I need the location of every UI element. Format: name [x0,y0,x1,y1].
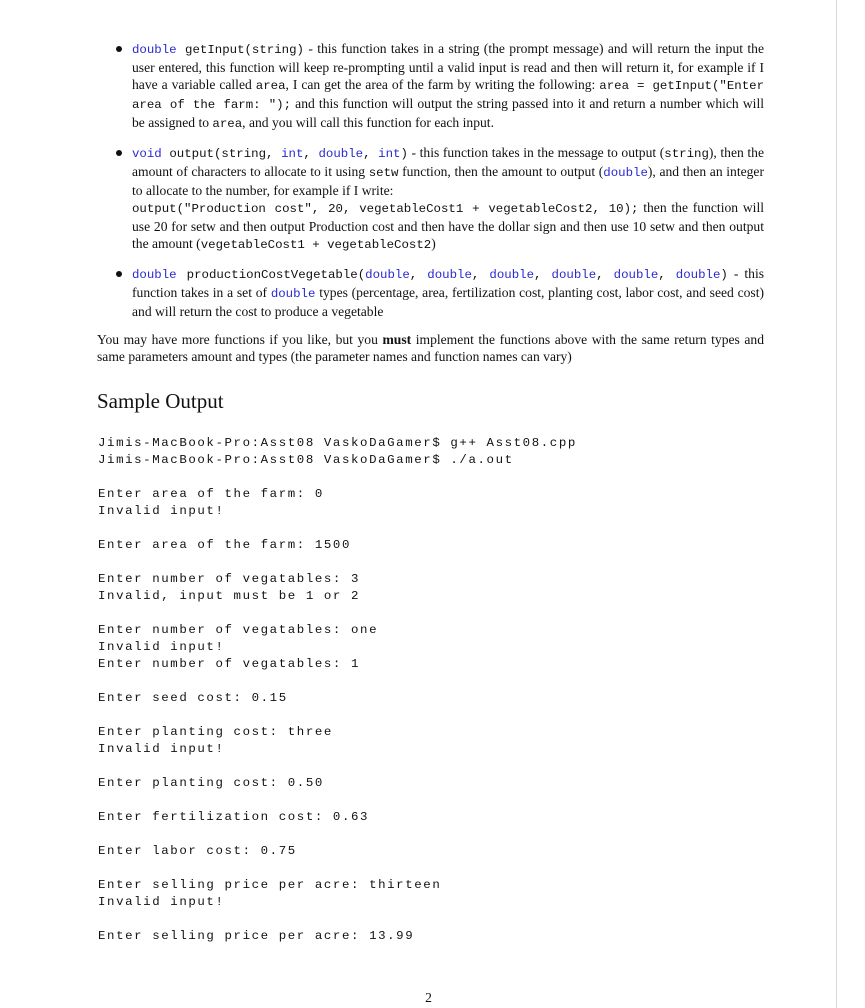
description-text: ), and then an integer to allocate to the number, for example if I write: [132,164,764,198]
paragraph-text: You may have more functions if you like, but you [97,332,383,347]
description-text: - this function takes in the message to output ( [407,145,665,160]
param-close: ) [720,268,728,282]
param-separator: , [658,268,676,282]
terminal-line: Enter selling price per acre: 13.99 [98,929,415,943]
terminal-line: Jimis-MacBook-Pro:Asst08 VaskoDaGamer$ ./a.out [98,453,514,467]
terminal-line: Invalid, input must be 1 or 2 [98,589,361,603]
param-separator: , [596,268,614,282]
page-edge-divider [836,0,837,1008]
terminal-line: Invalid input! [98,504,225,518]
terminal-line: Invalid input! [98,742,225,756]
terminal-line: Enter labor cost: 0.75 [98,844,297,858]
section-heading: Sample Output [97,389,224,413]
terminal-line: Enter number of vegatables: one [98,623,379,637]
description-text: types (percentage, area, fertilization cost, planting cost, labor cost, and seed cost) and will return the cost to produce a vegetable [132,285,765,319]
requirements-paragraph [97,331,764,365]
description-text: , I can get the area of the farm by writing the following: [285,77,600,92]
description-text: ), then the amount of characters to allocate to it using [132,145,764,179]
param-close: ) [400,147,408,161]
terminal-line: Enter area of the farm: 1500 [98,538,351,552]
page-number: 2 [425,990,432,1005]
terminal-line: Enter planting cost: 0.50 [98,776,324,790]
terminal-line: Invalid input! [98,895,225,909]
emphasis-must: must [382,332,412,347]
param-separator: , [409,268,428,282]
description-text: - this function takes in a string (the prompt message) and will return the input the user entered, this function will keep re-prompting until a valid input is read and then will return it, for example if I have a variable called [132,41,765,92]
inline-code: setw [368,166,399,180]
param-type: int [281,147,304,161]
terminal-line: Enter number of vegatables: 3 [98,572,361,586]
param-type: double [675,268,721,282]
return-type: double [132,43,177,57]
inline-code: area = getInput("Enter area of the farm: "); [132,79,764,112]
function-bullet-list [112,40,764,331]
return-type: void [132,147,162,161]
description-text: ) [431,236,436,251]
function-signature: productionCostVegetable( [176,268,366,282]
param-type: double [427,268,472,282]
terminal-line: Invalid input! [98,640,225,654]
param-type: double [613,268,659,282]
terminal-line: Jimis-MacBook-Pro:Asst08 VaskoDaGamer$ g++ Asst08.cpp [98,436,577,450]
param-separator: , [534,268,552,282]
inline-code: double [270,287,316,301]
param-type: int [378,147,401,161]
bullet-icon [116,271,122,277]
param-type: double [365,268,410,282]
param-type: double [318,147,364,161]
param-separator: , [303,147,319,161]
inline-code: area [212,117,243,131]
paragraph-text: implement the functions above with the same return types and same parameters amount and types (the parameter names and function names can vary) [97,332,765,364]
terminal-line: Enter planting cost: three [98,725,333,739]
description-text: and this function will output the string passed into it and return a number which will be assigned to [132,96,764,130]
inline-code: string [664,147,709,161]
inline-code: area [255,79,286,93]
bullet-productioncostvegetable [112,265,764,320]
description-text: function, then the amount to output ( [398,164,604,179]
inline-code-example: output("Production cost", 20, vegetableCost1 + vegetableCost2, 10); [132,202,639,216]
function-signature: output(string, [161,147,282,161]
description-text: , and you will call this function for each input. [242,115,494,130]
description-text: then the function will use 20 for setw and then output Production cost and then have the dollar sign and then use 10 setw and then output the amount ( [132,200,764,251]
terminal-line: Enter fertilization cost: 0.63 [98,810,370,824]
param-separator: , [471,268,490,282]
terminal-line: Enter area of the farm: 0 [98,487,324,501]
terminal-line: Enter number of vegatables: 1 [98,657,361,671]
inline-code: vegetableCost1 + vegetableCost2 [200,238,432,252]
terminal-line: Enter seed cost: 0.15 [98,691,288,705]
bullet-output [112,144,764,254]
param-type: double [489,268,535,282]
param-type: double [551,268,597,282]
param-separator: , [363,147,379,161]
inline-code: double [603,166,648,180]
function-signature: getInput(string) [176,43,304,57]
bullet-getinput [112,40,764,133]
description-text: - this function takes in a set of [132,266,765,300]
terminal-line: Enter selling price per acre: thirteen [98,878,442,892]
bullet-icon [116,46,122,52]
return-type: double [132,268,177,282]
bullet-icon [116,150,122,156]
